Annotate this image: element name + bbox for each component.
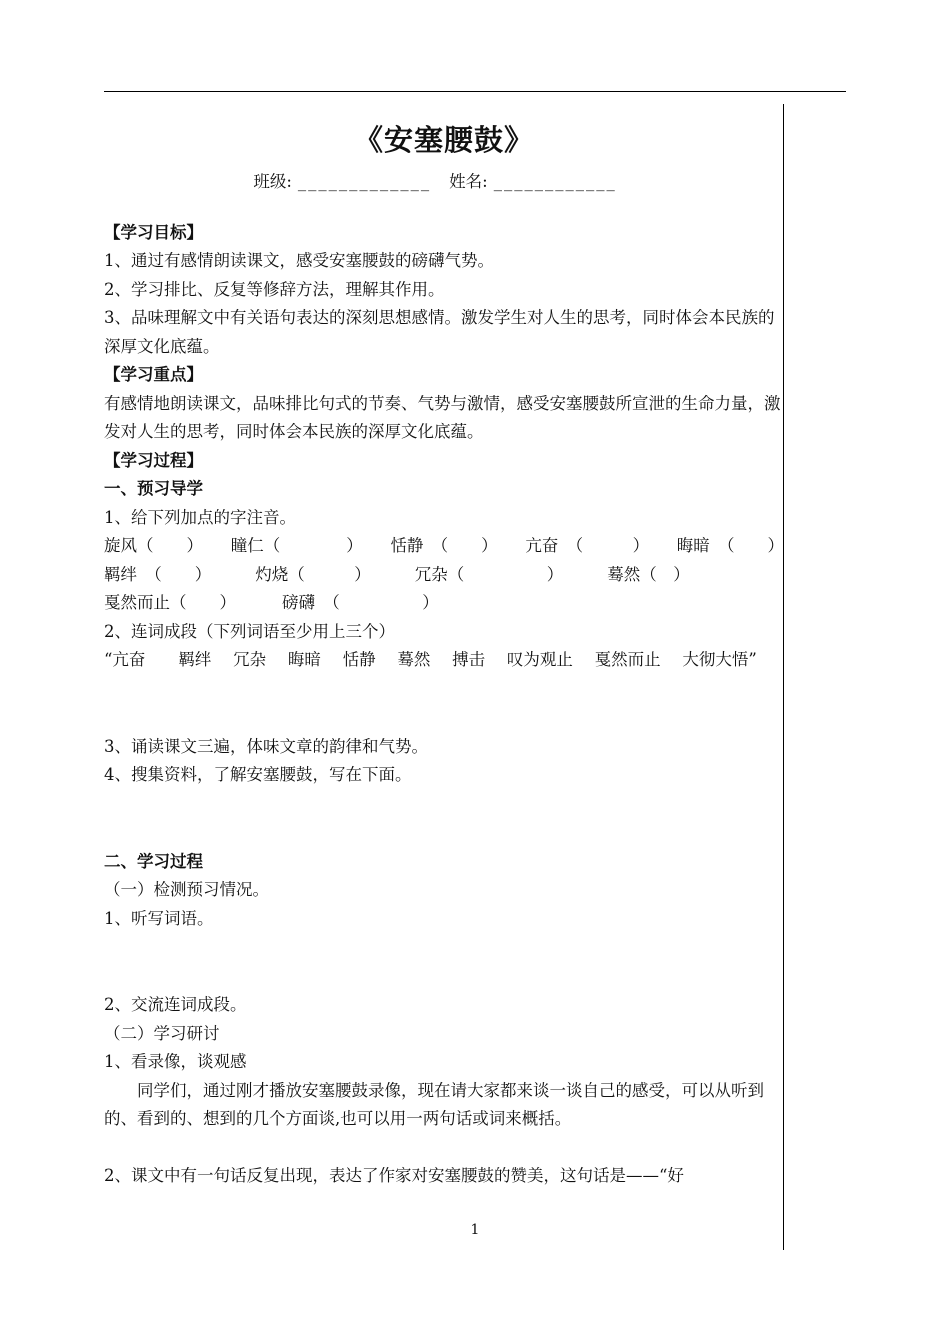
- student-info-line: [104, 168, 784, 197]
- subsection-2-q1-text: 同学们，通过刚才播放安塞腰鼓录像，现在请大家都来谈一谈自己的感受，可以从听到的、看到的、想到的几个方面谈,也可以用一两句话或词来概括。: [104, 1080, 764, 1128]
- question-4: 4、搜集资料，了解安塞腰鼓，写在下面。: [104, 765, 412, 784]
- pinyin-row-3: [104, 589, 784, 618]
- class-blank[interactable]: _____________: [297, 172, 432, 191]
- spacer: [104, 1134, 784, 1162]
- page-number: 1: [470, 1222, 480, 1238]
- subsection-2-q1: 1、看录像，谈观感: [104, 1052, 247, 1071]
- pinyin-item: 瞳仁（ ）: [230, 536, 363, 555]
- goal-item: 2、学习排比、反复等修辞方法，理解其作用。: [104, 279, 445, 299]
- pinyin-item: 亢奋 （ ）: [525, 536, 650, 555]
- pinyin-row-2: [104, 561, 784, 590]
- answer-space[interactable]: [104, 675, 784, 733]
- pinyin-item: 恬静 （ ）: [390, 536, 498, 555]
- subsection-2-q2: 2、课文中有一句话反复出现，表达了作家对安塞腰鼓的赞美，这句话是——“好: [104, 1165, 684, 1185]
- question-2: 2、连词成段（下列词语至少用上三个）: [104, 621, 395, 641]
- pinyin-item: 灼烧（ ）: [255, 564, 371, 584]
- goal-item: 1、通过有感情朗读课文，感受安塞腰鼓的磅礴气势。: [104, 251, 494, 270]
- subsection-2: （二）学习研讨: [104, 1023, 220, 1043]
- pinyin-item: 冗杂（ ）: [414, 564, 564, 584]
- pinyin-row-1: [104, 532, 784, 561]
- name-label: 姓名:: [449, 172, 488, 191]
- part1-heading: 一、预习导学: [104, 479, 203, 498]
- question-3: 3、诵读课文三遍，体味文章的韵律和气势。: [104, 736, 428, 756]
- pinyin-item: 晦暗 （ ）: [676, 536, 784, 555]
- answer-space[interactable]: [104, 790, 784, 848]
- part2-heading: 二、学习过程: [104, 851, 203, 871]
- top-rule: [104, 91, 846, 92]
- subsection-1-q2: 2、交流连词成段。: [104, 995, 247, 1014]
- focus-text: 有感情地朗读课文，品味排比句式的节奏、气势与激情，感受安塞腰鼓所宣泄的生命力量，激发对人生的思考，同时体会本民族的深厚文化底蕴。: [104, 393, 781, 441]
- question-2-words: “亢奋 羁绊 冗杂 晦暗 恬静 蓦然 搏击 叹为观止 戛然而止 大彻大悟”: [104, 650, 757, 669]
- pinyin-item: 旋风（ ）: [104, 536, 203, 555]
- pinyin-item: 磅礴 （ ）: [282, 593, 439, 612]
- subsection-1-q1: 1、听写词语。: [104, 908, 214, 928]
- class-label: 班级:: [253, 172, 292, 191]
- goal-item: 3、品味理解文中有关语句表达的深刻思想感情。激发学生对人生的思考，同时体会本民族的深厚文化底蕴。: [104, 308, 775, 356]
- question-1: 1、给下列加点的字注音。: [104, 507, 296, 527]
- goals-heading: 【学习目标】: [104, 222, 203, 242]
- process-heading: 【学习过程】: [104, 450, 203, 470]
- subsection-1: （一）检测预习情况。: [104, 880, 269, 899]
- pinyin-item: 羁绊 （ ）: [104, 564, 212, 584]
- focus-heading: 【学习重点】: [104, 365, 203, 384]
- name-blank[interactable]: ____________: [493, 172, 617, 191]
- pinyin-item: 戛然而止（ ）: [104, 593, 236, 612]
- answer-space[interactable]: [104, 933, 784, 991]
- document-body: [104, 118, 784, 1190]
- pinyin-item: 蓦然（ ）: [607, 564, 690, 584]
- page-title: 《安塞腰鼓》: [353, 123, 534, 157]
